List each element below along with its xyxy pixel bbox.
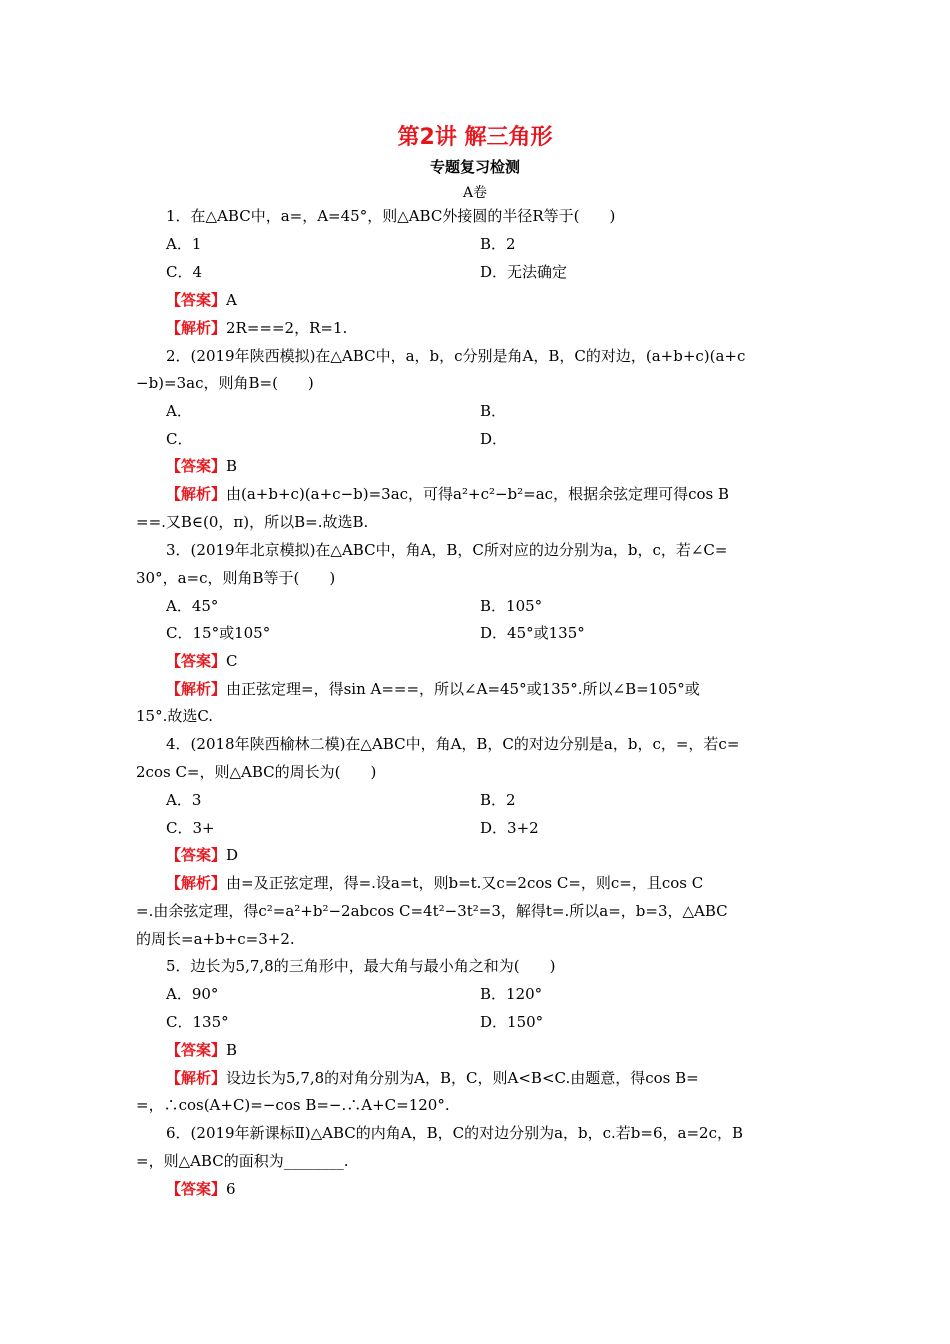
q3-stem-line2: 30°，a=c，则角B等于( ) (136, 569, 336, 587)
q3-analysis-line2: 15°.故选C. (136, 707, 214, 725)
analysis-tag: 【解析】 (166, 680, 227, 698)
q2-analysis-line1 (166, 484, 729, 504)
q6-stem-line2: =，则△ABC的面积为________. (136, 1152, 349, 1170)
q3-option-a: A．45° (166, 597, 219, 615)
answer-tag: 【答案】 (166, 652, 227, 670)
answer-tag: 【答案】 (166, 1180, 227, 1198)
answer-value: A (226, 291, 237, 309)
q6-stem-line1: 6．(2019年新课标Ⅱ)△ABC的内角A，B，C的对边分别为a，b，c.若b=6，a=2c，B (166, 1124, 744, 1142)
q4-analysis-line1 (166, 873, 703, 893)
q5-stem: 5．边长为5,7,8的三角形中，最大角与最小角之和为( ) (166, 957, 556, 975)
q2-answer (166, 456, 237, 476)
answer-tag: 【答案】 (166, 291, 227, 309)
q3-option-d: D．45°或135° (480, 624, 585, 642)
q1-option-a: A．1 (166, 235, 202, 253)
answer-value: 6 (226, 1180, 236, 1198)
q4-stem-line2: 2cos C=，则△ABC的周长为( ) (136, 763, 377, 781)
q4-option-a: A．3 (166, 791, 202, 809)
q5-analysis-line1 (166, 1068, 699, 1088)
q5-option-a: A．90° (166, 985, 219, 1003)
q4-analysis-line3: 的周长=a+b+c=3+2. (136, 930, 295, 948)
answer-tag: 【答案】 (166, 846, 227, 864)
q1-option-c: C．4 (166, 263, 203, 281)
answer-value: B (226, 457, 238, 475)
volume-label: A卷 (462, 185, 488, 201)
q4-option-b: B．2 (480, 791, 516, 809)
q1-option-d: D．无法确定 (480, 263, 568, 281)
q3-option-c: C．15°或105° (166, 624, 271, 642)
analysis-text: 由正弦定理=，得sin A===，所以∠A=45°或135°.所以∠B=105°或 (226, 680, 700, 698)
answer-tag: 【答案】 (166, 457, 227, 475)
q2-option-a: A． (166, 402, 192, 420)
answer-tag: 【答案】 (166, 1041, 227, 1059)
answer-value: D (226, 846, 239, 864)
analysis-text: 设边长为5,7,8的对角分别为A，B，C，则A<B<C.由题意，得cos B= (226, 1069, 699, 1087)
q2-option-b: B． (480, 402, 507, 420)
q4-option-c: C．3+ (166, 819, 215, 837)
q5-option-b: B．120° (480, 985, 543, 1003)
q2-stem-line1: 2．(2019年陕西模拟)在△ABC中，a，b，c分别是角A，B，C的对边，(a+b+c)(a+c (166, 347, 746, 365)
answer-value: B (226, 1041, 238, 1059)
q5-analysis-line2: =，∴cos(A+C)=−cos B=−.∴A+C=120°. (136, 1096, 450, 1114)
q5-answer (166, 1040, 237, 1060)
analysis-tag: 【解析】 (166, 1069, 227, 1087)
analysis-text: 2R===2，R=1. (226, 319, 348, 337)
page-title: 第2讲 解三角形 (397, 125, 553, 150)
analysis-tag: 【解析】 (166, 874, 227, 892)
analysis-tag: 【解析】 (166, 319, 227, 337)
q3-stem-line1: 3．(2019年北京模拟)在△ABC中，角A，B，C所对应的边分别为a，b，c，若∠C= (166, 541, 728, 559)
q1-stem: 1．在△ABC中，a=，A=45°，则△ABC外接圆的半径R等于( ) (166, 207, 616, 225)
q1-analysis (166, 318, 347, 338)
q3-answer (166, 651, 238, 671)
analysis-text: 由(a+b+c)(a+c−b)=3ac，可得a²+c²−b²=ac，根据余弦定理可得cos B (226, 485, 730, 503)
q2-stem-line2: −b)=3ac，则角B=( ) (136, 374, 314, 392)
q4-analysis-line2: =.由余弦定理，得c²=a²+b²−2abcos C=4t²−3t²=3，解得t=.所以a=，b=3，△ABC (136, 902, 728, 920)
q5-option-d: D．150° (480, 1013, 544, 1031)
q6-answer (166, 1179, 236, 1199)
q3-analysis-line1 (166, 679, 700, 699)
q1-option-b: B．2 (480, 235, 516, 253)
q1-answer (166, 290, 237, 310)
q5-option-c: C．135° (166, 1013, 229, 1031)
q4-option-d: D．3+2 (480, 819, 539, 837)
analysis-tag: 【解析】 (166, 485, 227, 503)
q4-answer (166, 845, 238, 865)
q4-stem-line1: 4．(2018年陕西榆林二模)在△ABC中，角A，B，C的对边分别是a，b，c，=，若c= (166, 735, 740, 753)
q2-option-d: D． (480, 430, 508, 448)
q2-analysis-line2: ==.又B∈(0，π)，所以B=.故选B. (136, 513, 369, 531)
analysis-text: 由=及正弦定理，得=.设a=t，则b=t.又c=2cos C=，则c=，且cos C (226, 874, 704, 892)
q3-option-b: B．105° (480, 597, 543, 615)
q2-option-c: C． (166, 430, 193, 448)
page-subtitle: 专题复习检测 (429, 158, 520, 176)
answer-value: C (226, 652, 238, 670)
